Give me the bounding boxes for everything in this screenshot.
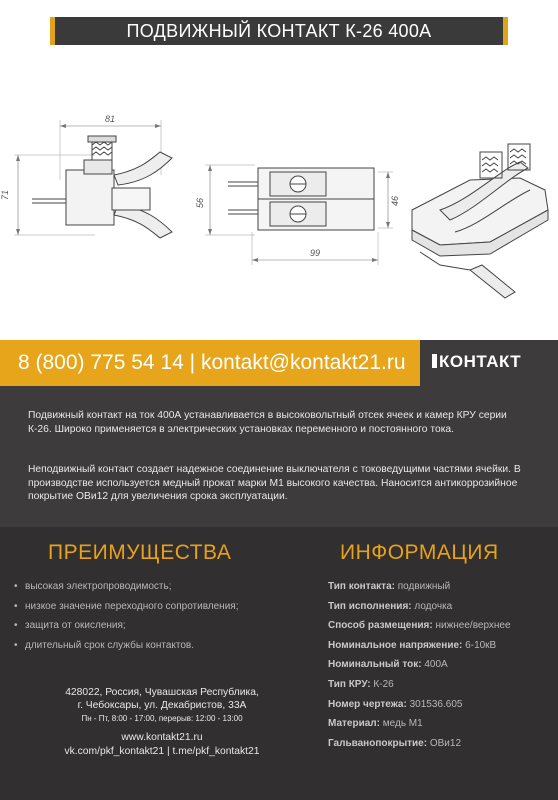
- advantages-heading: ПРЕИМУЩЕСТВА: [48, 541, 232, 564]
- info-current: Номинальный ток: 400А: [328, 659, 448, 671]
- bullet-icon: •: [14, 639, 18, 651]
- title-bar: [50, 17, 508, 45]
- contact-separator: |: [189, 351, 196, 374]
- address-line-1: 428022, Россия, Чувашская Республика,: [65, 687, 259, 698]
- info-drawing-number: Номер чертежа: 301536.605: [328, 698, 463, 710]
- dimension-46: 46: [390, 195, 400, 206]
- info-placement: Способ размещения: нижнее/верхнее: [328, 620, 511, 632]
- logo-text: КОНТАКТ: [439, 352, 522, 371]
- phone-number[interactable]: 8 (800) 775 54 14: [18, 351, 184, 374]
- info-voltage: Номинальное напряжение: 6-10кВ: [328, 639, 497, 651]
- dimension-99: 99: [310, 248, 321, 258]
- list-item: • низкое значение переходного сопротивления;: [14, 597, 314, 617]
- contact-highlight: [0, 340, 420, 386]
- info-material: Материал: медь М1: [328, 718, 423, 730]
- dimension-56: 56: [195, 197, 205, 208]
- advantages-list: [14, 577, 314, 655]
- front-view-drawing: [205, 165, 393, 265]
- info-contact-type: Тип контакта: подвижный: [328, 581, 451, 592]
- page-title: ПОДВИЖНЫЙ КОНТАКТ К-26 400А: [126, 21, 432, 41]
- info-kru-type: Тип КРУ: К-26: [328, 678, 394, 690]
- contact-bar: [0, 340, 558, 386]
- description-paragraph-1: Подвижный контакт на ток 400А устанавливается в высоковольтный отсек ячеек и камер КРУ серии К-26. Широко применяется в электрических установках переменного и постоянного тока.: [28, 410, 507, 435]
- bullet-icon: •: [14, 600, 18, 612]
- info-list: [328, 577, 553, 753]
- side-view-drawing: [14, 120, 172, 238]
- dimension-71: 71: [0, 189, 10, 200]
- working-hours: Пн - Пт, 8:00 - 17:00, перерыв: 12:00 - 13:00: [81, 714, 243, 723]
- address-line-2: г. Чебоксары, ул. Декабристов, 33А: [77, 700, 247, 711]
- email-link[interactable]: kontakt@kontakt21.ru: [200, 351, 406, 374]
- list-item: • высокая электропроводимость;: [14, 577, 314, 597]
- list-item: • защита от окисления;: [14, 616, 314, 636]
- website-link[interactable]: www.kontakt21.ru: [121, 732, 203, 743]
- description-paragraph-2: Неподвижный контакт создает надежное соединение выключателя с токоведущими частями ячейки. В производстве используется медный прокат марки М1 высокого качества. Наносится антикоррозийное покрытие ОВи12 для увеличения срока эксплуатации.: [28, 464, 521, 502]
- bullet-icon: •: [14, 620, 18, 631]
- info-coating: Гальванопокрытие: ОВи12: [328, 737, 462, 749]
- company-logo: [432, 352, 521, 374]
- contact-line: [18, 340, 406, 386]
- list-item: • длительный срок службы контактов.: [14, 636, 314, 656]
- isometric-view-drawing: [412, 144, 548, 298]
- logo-mark-icon: [432, 354, 437, 368]
- social-links[interactable]: vk.com/pkf_kontakt21 | t.me/pkf_kontakt21: [64, 746, 260, 757]
- bullet-icon: •: [14, 581, 18, 592]
- info-heading: ИНФОРМАЦИЯ: [340, 541, 499, 564]
- technical-drawings: [0, 60, 558, 330]
- info-execution-type: Тип исполнения: лодочка: [328, 600, 453, 612]
- dimension-81: 81: [105, 114, 116, 124]
